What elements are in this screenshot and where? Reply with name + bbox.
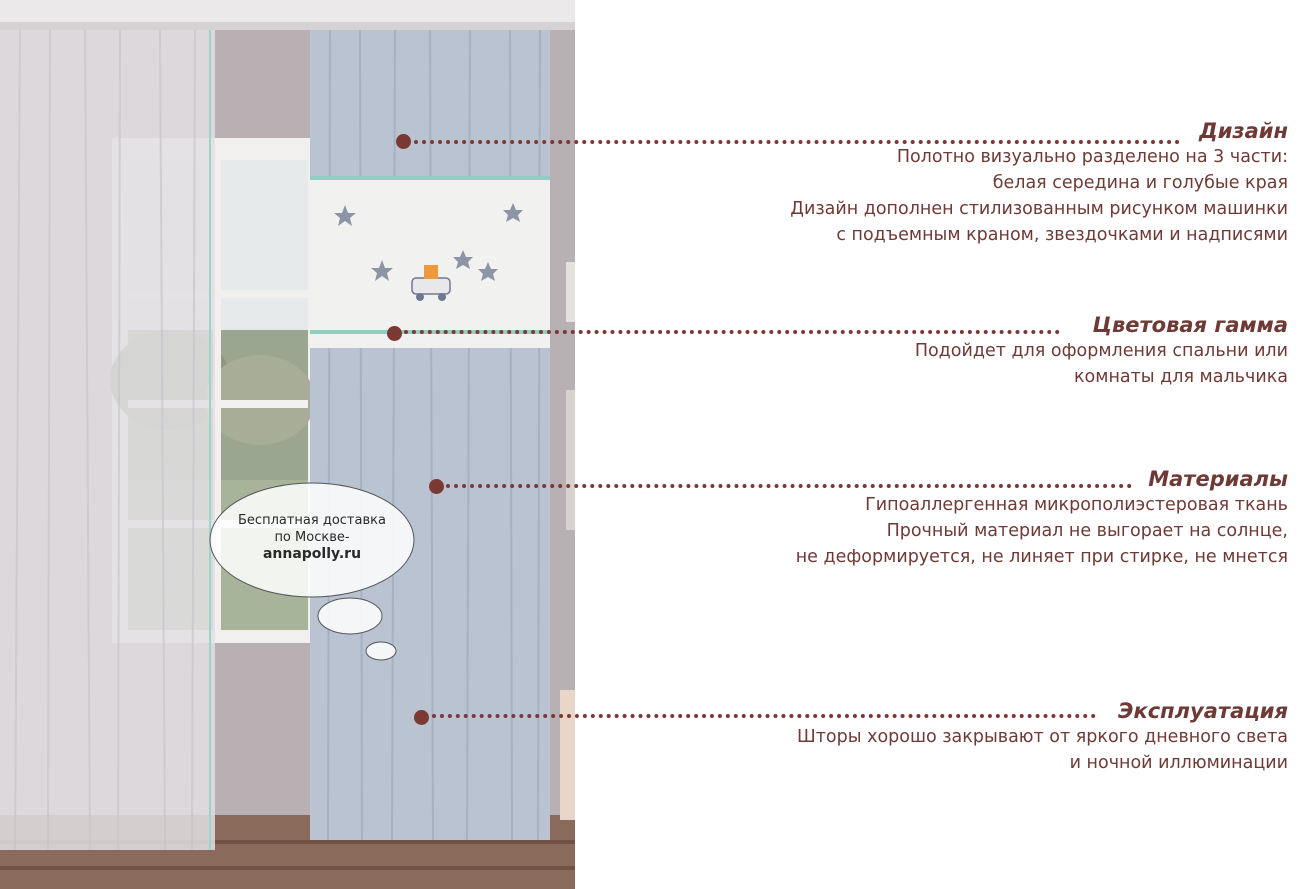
callout-line: и ночной иллюминации: [1069, 753, 1288, 773]
callout-title: Дизайн: [1198, 119, 1288, 143]
callout-title: Эксплуатация: [1118, 699, 1288, 723]
callout-design: [790, 118, 1288, 248]
callout-title: Цветовая гамма: [1092, 313, 1288, 337]
bubble-line-2: по Москве-: [274, 530, 350, 545]
marker-dot-usage: [414, 710, 429, 725]
callout-line: комнаты для мальчика: [1073, 367, 1288, 387]
delivery-bubble: [212, 512, 412, 563]
callout-title: Материалы: [1148, 467, 1288, 491]
marker-dot-design: [396, 134, 411, 149]
callout-line: Полотно визуально разделено на 3 части:: [896, 147, 1288, 167]
bubble-line-1: Бесплатная доставка: [238, 513, 386, 528]
marker-dot-materials: [429, 479, 444, 494]
callout-line: с подъемным краном, звездочками и надписями: [836, 225, 1288, 245]
callout-usage: [797, 698, 1288, 776]
callout-line: белая середина и голубые края: [992, 173, 1288, 193]
bubble-site: annapolly.ru: [262, 546, 362, 562]
callout-line: Гипоаллергенная микрополиэстеровая ткань: [865, 495, 1288, 515]
marker-dot-color: [387, 326, 402, 341]
callout-line: Прочный материал не выгорает на солнце,: [886, 521, 1288, 541]
callout-materials: [796, 466, 1288, 570]
callout-color: [915, 312, 1288, 390]
callout-line: Шторы хорошо закрывают от яркого дневного света: [796, 727, 1288, 747]
callout-line: Дизайн дополнен стилизованным рисунком машинки: [790, 199, 1288, 219]
curtain-photo: [0, 0, 575, 889]
callout-line: не деформируется, не линяет при стирке, не мнется: [795, 547, 1288, 567]
callout-line: Подойдет для оформления спальни или: [914, 341, 1288, 361]
